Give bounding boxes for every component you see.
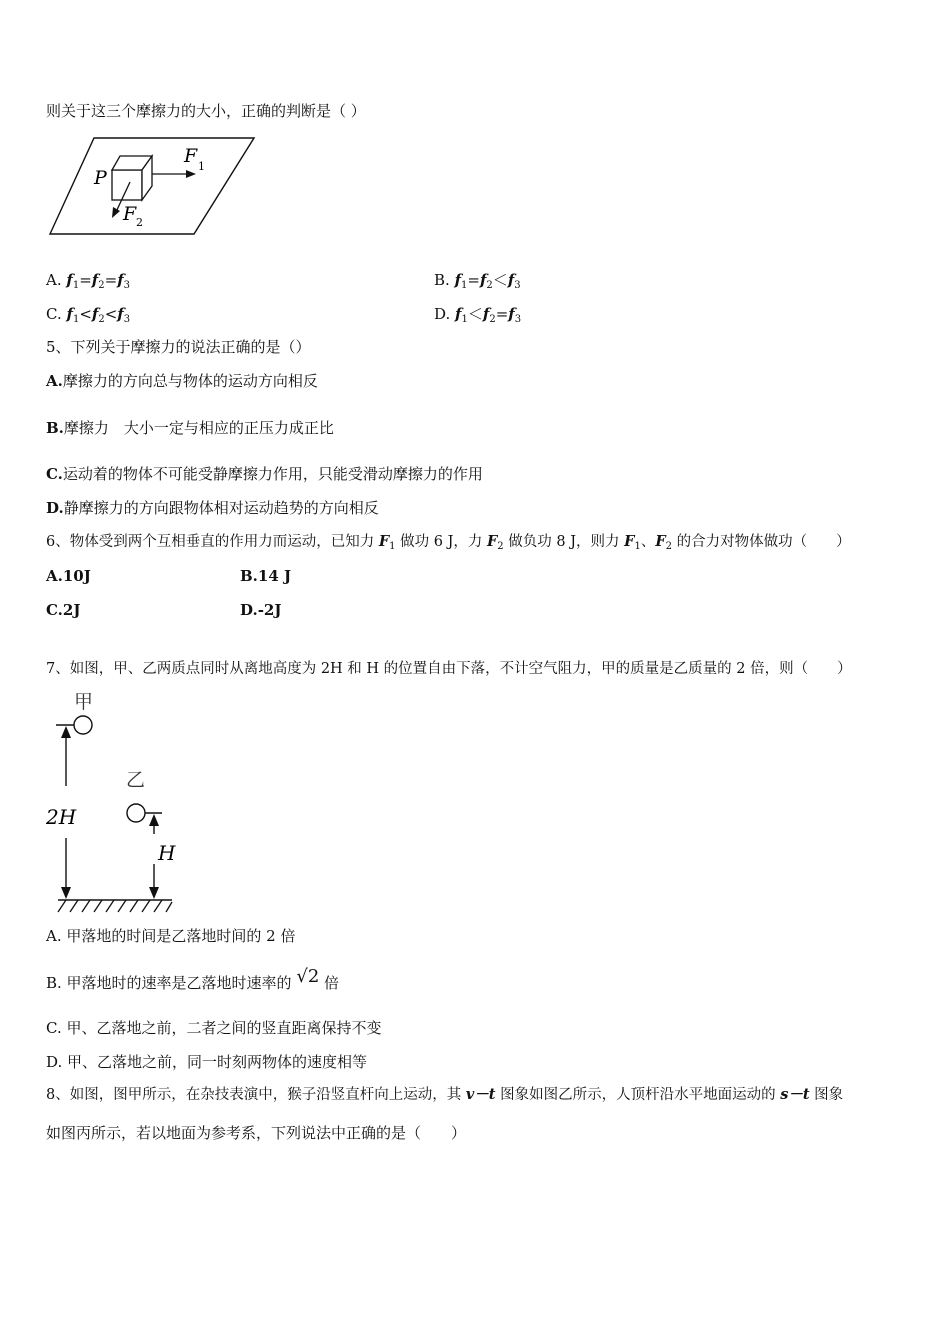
q4-option-a[interactable]: A. $f_1=f_2=f_3$ [46,271,131,291]
q4-option-d[interactable]: D. $f_1<f_2=f_3$ [434,305,522,325]
label-2h: 2H [46,805,77,829]
label-f2: F [123,203,137,225]
label-p: P [94,167,107,189]
q7-option-d[interactable]: D. 甲、乙落地之前，同一时刻两物体的速度相等 [46,1053,368,1071]
q4-block-figure [46,132,260,242]
label-f1: F [184,145,198,167]
q4-option-b[interactable]: B. $f_1=f_2<f_3$ [434,271,521,291]
q5-option-a[interactable]: A.摩擦力的方向总与物体的运动方向相反 [46,372,318,390]
q7-option-b[interactable]: B. 甲落地时的速率是乙落地时速率的 √2 倍 [46,966,340,992]
q7-stem: 7、如图，甲、乙两质点同时从离地高度为 2H 和 H 的位置自由下落，不计空气阻力，甲的质量是乙质量的 2 倍，则（ ） [46,661,852,677]
q7-option-c[interactable]: C. 甲、乙落地之前，二者之间的竖直距离保持不变 [46,1019,382,1037]
q7-option-a[interactable]: A. 甲落地的时间是乙落地时间的 2 倍 [46,927,296,945]
q5-option-c[interactable]: C.运动着的物体不可能受静摩擦力作用，只能受滑动摩擦力的作用 [46,465,483,483]
label-yi: 乙 [126,769,146,791]
q6-option-a[interactable]: A.10J [46,567,91,585]
label-h: H [158,841,176,865]
q8-stem-line2: 如图丙所示，若以地面为参考系，下列说法中正确的是（ ） [46,1124,467,1142]
q6-option-b[interactable]: B.14 J [240,567,292,585]
q4-option-c[interactable]: C. $f_1<f_2<f_3$ [46,305,131,325]
q5-option-d[interactable]: D.静摩擦力的方向跟物体相对运动趋势的方向相反 [46,499,379,517]
q5-option-b[interactable]: B.摩擦力 大小一定与相应的正压力成正比 [46,419,334,437]
label-jia: 甲 [74,691,94,713]
q7-free-fall-figure [44,688,184,914]
sqrt-two: √2 [296,966,320,987]
q6-stem: 6、物体受到两个互相垂直的作用力而运动，已知力 $F_1$ 做功 6 J，力 $F_2$ 做负功 8 J，则力 $F_1$、$F_2$ 的合力对物体做功（ ） [46,533,851,552]
label-f2-sub: 2 [136,216,143,229]
label-f1-sub: 1 [198,160,205,173]
q8-stem-line1: 8、如图，图甲所示，在杂技表演中，猴子沿竖直杆向上运动，其 v－t 图象如图乙所示，人顶杆沿水平地面运动的 s－t 图象 [46,1086,844,1103]
q6-option-d[interactable]: D.-2J [240,601,282,619]
q4-stem: 则关于这三个摩擦力的大小，正确的判断是（ ） [46,102,366,120]
q5-stem: 5、下列关于摩擦力的说法正确的是（） [46,338,311,356]
q6-option-c[interactable]: C.2J [46,601,81,619]
